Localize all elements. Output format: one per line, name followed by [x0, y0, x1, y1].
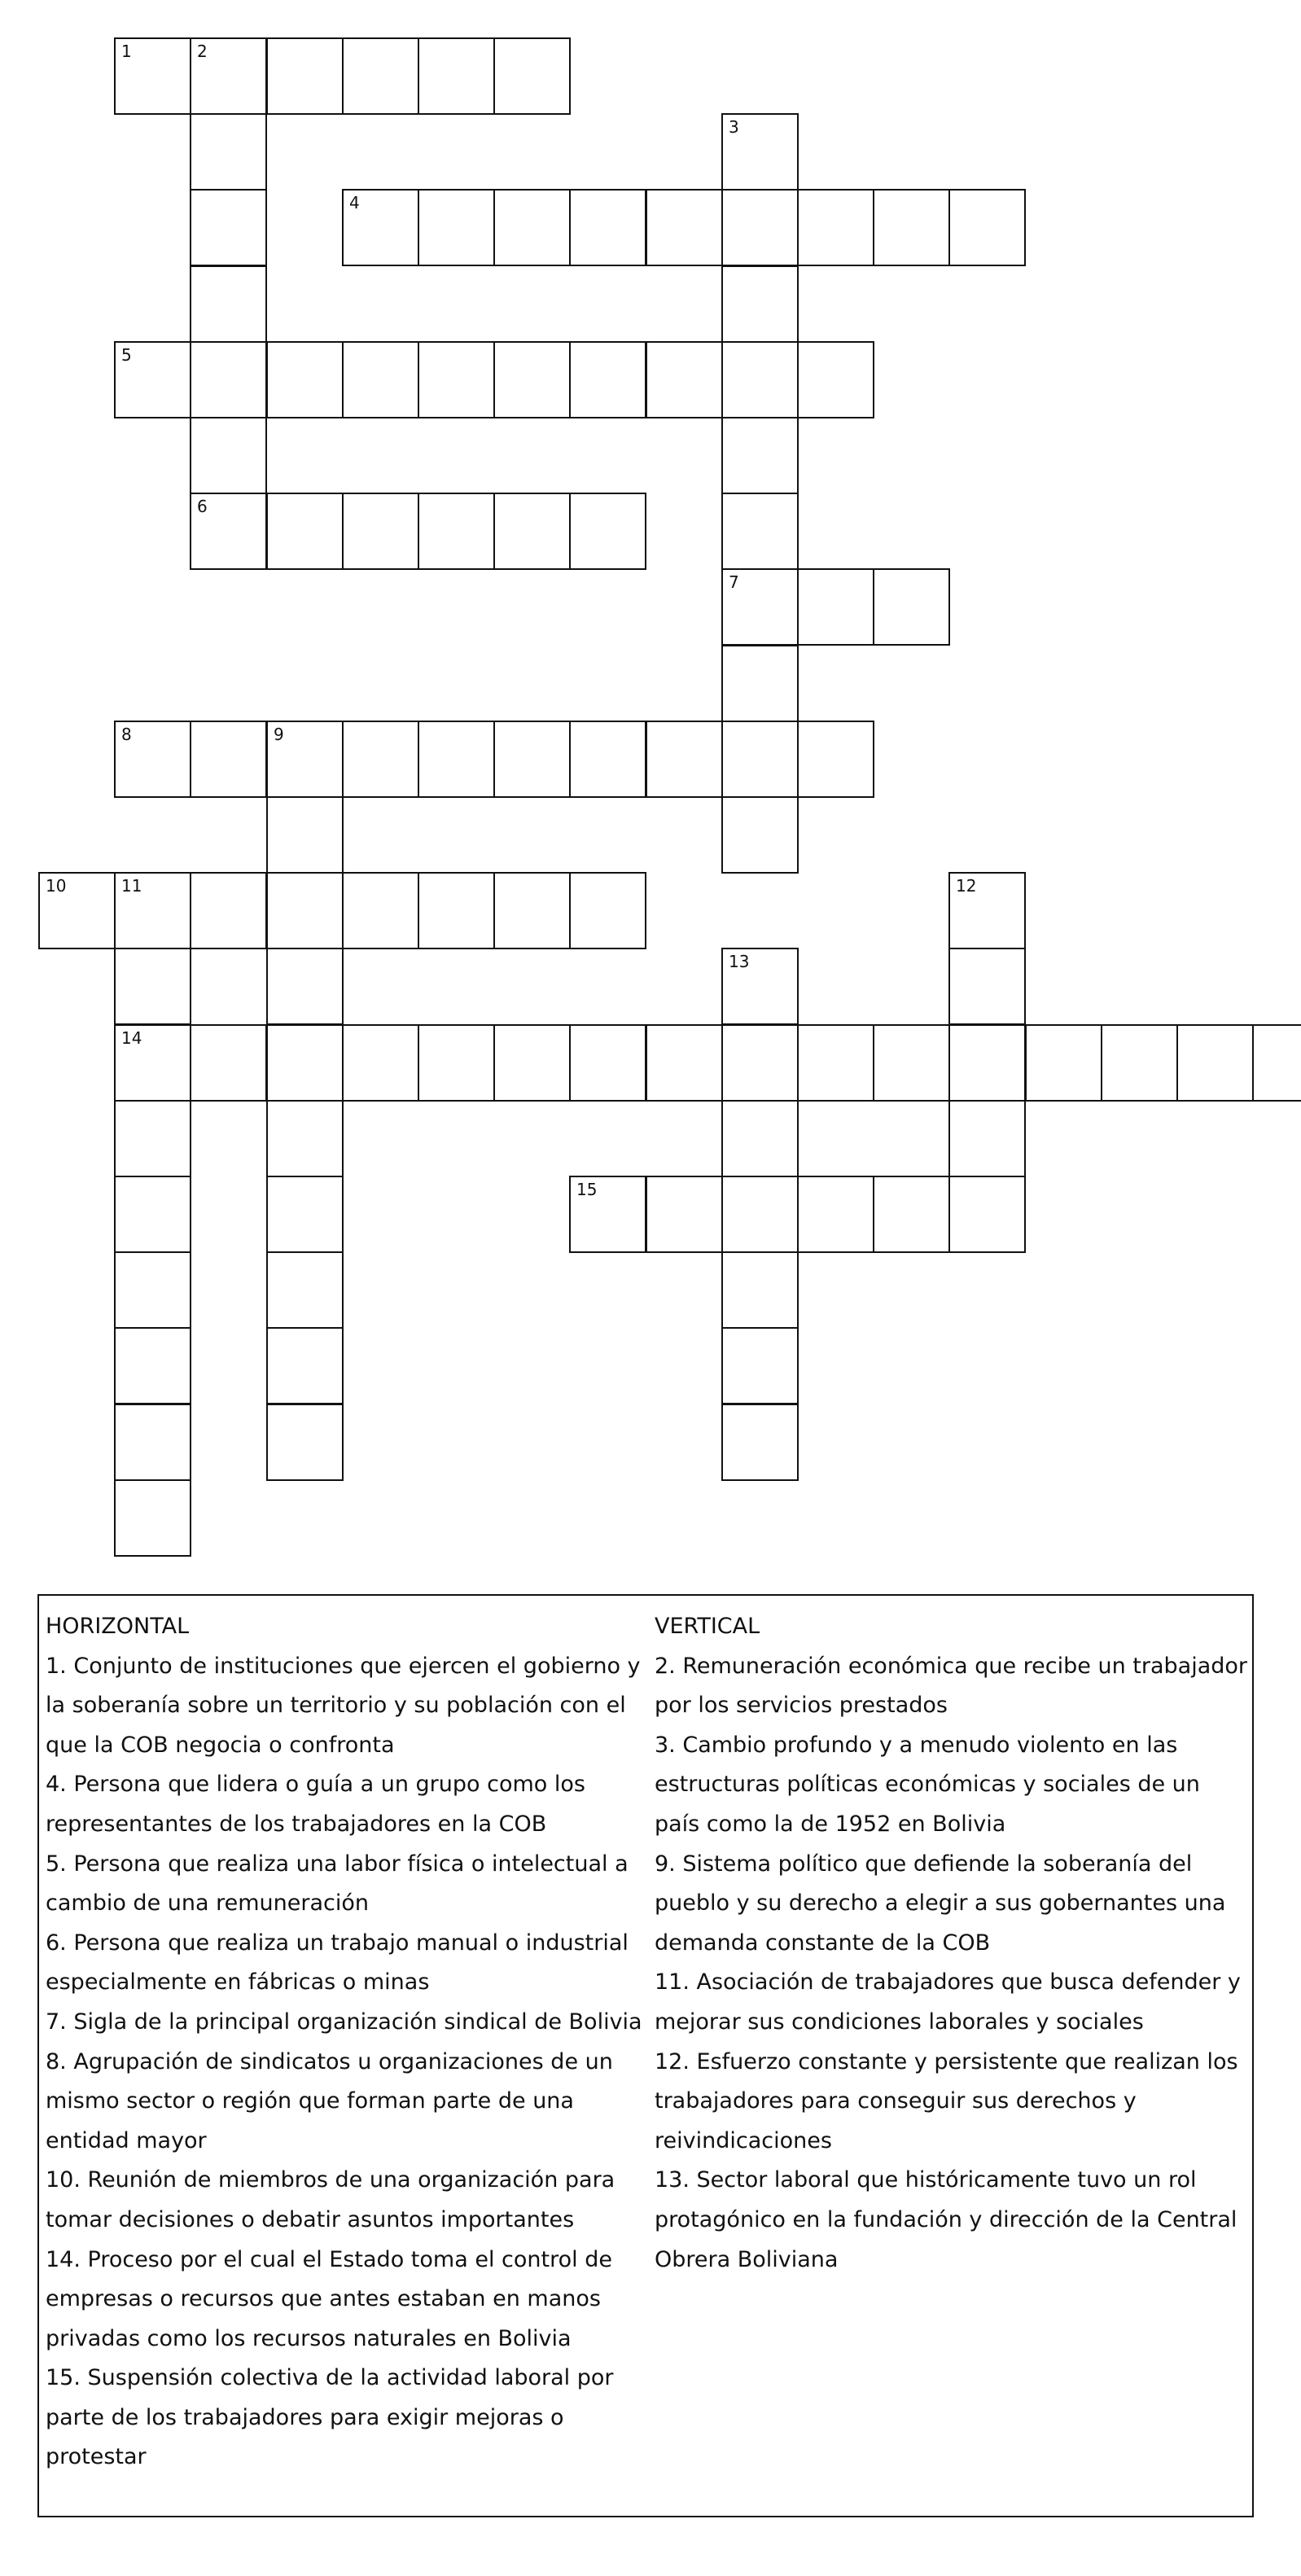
- crossword-cell[interactable]: [190, 721, 267, 798]
- crossword-cell[interactable]: [266, 1251, 344, 1329]
- crossword-cell[interactable]: [569, 189, 646, 266]
- crossword-cell[interactable]: [646, 1176, 723, 1253]
- crossword-cell[interactable]: [873, 1024, 950, 1102]
- crossword-cell[interactable]: [1025, 1024, 1102, 1102]
- crossword-cell[interactable]: [721, 721, 799, 798]
- crossword-cell[interactable]: [342, 493, 419, 570]
- horizontal-heading: HORIZONTAL: [46, 1614, 190, 1639]
- crossword-cell[interactable]: [1252, 1024, 1301, 1102]
- clue-down-11: 11. Asociación de trabajadores que busca defender y mejorar sus condiciones laborales y sociales: [655, 1969, 1241, 2035]
- crossword-cell[interactable]: [190, 1024, 267, 1102]
- clue-down-13: 13. Sector laboral que históricamente tuvo un rol protagónico en la fundación y dirección de la Central Obrera Boliviana: [655, 2167, 1237, 2272]
- crossword-cell[interactable]: [569, 721, 646, 798]
- crossword-cell[interactable]: [266, 948, 344, 1025]
- clue-number: 6: [197, 497, 208, 516]
- crossword-cell[interactable]: [114, 948, 191, 1025]
- crossword-cell[interactable]: [190, 189, 267, 266]
- crossword-cell[interactable]: [1101, 1024, 1178, 1102]
- crossword-cell-7[interactable]: [721, 568, 799, 646]
- clue-number: 8: [121, 725, 132, 744]
- crossword-cell[interactable]: [418, 189, 495, 266]
- crossword-cell[interactable]: [721, 1100, 799, 1177]
- crossword-cell[interactable]: [190, 872, 267, 949]
- crossword-cell[interactable]: [266, 872, 344, 949]
- crossword-cell-4[interactable]: [342, 189, 419, 266]
- crossword-cell[interactable]: [797, 721, 874, 798]
- clue-number: 5: [121, 345, 132, 365]
- crossword-cell-13[interactable]: [721, 948, 799, 1025]
- crossword-cell[interactable]: [797, 1024, 874, 1102]
- crossword-cell[interactable]: [266, 1327, 344, 1404]
- crossword-cell[interactable]: [114, 1176, 191, 1253]
- crossword-cell[interactable]: [114, 1327, 191, 1404]
- clue-down-9: 9. Sistema político que defiende la soberanía del pueblo y su derecho a elegir a sus gobernantes una demanda constante de la COB: [655, 1851, 1226, 1956]
- horizontal-clues: [46, 1607, 651, 2477]
- crossword-cell[interactable]: [948, 1100, 1026, 1177]
- clue-across-8: 8. Agrupación de sindicatos u organizaciones de un mismo sector o región que forman parte de una entidad mayor: [46, 2048, 613, 2153]
- crossword-cell[interactable]: [569, 872, 646, 949]
- crossword-cell[interactable]: [721, 1024, 799, 1102]
- crossword-cell[interactable]: [266, 1100, 344, 1177]
- crossword-cell[interactable]: [342, 872, 419, 949]
- clue-number: 2: [197, 42, 208, 61]
- crossword-cell[interactable]: [721, 796, 799, 874]
- crossword-cell[interactable]: [797, 1176, 874, 1253]
- crossword-cell[interactable]: [721, 1327, 799, 1404]
- crossword-cell[interactable]: [721, 265, 799, 343]
- clue-number: 7: [729, 572, 739, 592]
- crossword-cell[interactable]: [342, 37, 419, 115]
- crossword-cell[interactable]: [114, 1100, 191, 1177]
- crossword-cell[interactable]: [266, 1176, 344, 1253]
- crossword-cell[interactable]: [646, 721, 723, 798]
- vertical-clues: [655, 1607, 1249, 2280]
- clue-down-12: 12. Esfuerzo constante y persistente que realizan los trabajadores para conseguir sus derechos y reivindicaciones: [655, 2048, 1238, 2153]
- crossword-cell[interactable]: [114, 1404, 191, 1481]
- crossword-cell[interactable]: [721, 1176, 799, 1253]
- crossword-cell[interactable]: [721, 1404, 799, 1481]
- crossword-cell[interactable]: [342, 1024, 419, 1102]
- crossword-cell-15[interactable]: [569, 1176, 646, 1253]
- crossword-cell[interactable]: [418, 37, 495, 115]
- crossword-cell[interactable]: [797, 568, 874, 646]
- crossword-cell[interactable]: [721, 645, 799, 722]
- crossword-cell[interactable]: [646, 1024, 723, 1102]
- crossword-cell[interactable]: [873, 189, 950, 266]
- crossword-cell[interactable]: [948, 1024, 1026, 1102]
- crossword-cell[interactable]: [948, 948, 1026, 1025]
- clue-number: 10: [46, 876, 67, 896]
- crossword-cell[interactable]: [266, 1404, 344, 1481]
- crossword-cell[interactable]: [342, 341, 419, 418]
- crossword-cell[interactable]: [190, 341, 267, 418]
- crossword-cell[interactable]: [190, 265, 267, 343]
- crossword-cell[interactable]: [721, 189, 799, 266]
- crossword-cell[interactable]: [190, 113, 267, 191]
- crossword-cell-2[interactable]: [190, 37, 267, 115]
- clue-across-6: 6. Persona que realiza un trabajo manual o industrial especialmente en fábricas o minas: [46, 1930, 629, 1996]
- crossword-cell[interactable]: [569, 341, 646, 418]
- clue-across-15: 15. Suspensión colectiva de la actividad laboral por parte de los trabajadores para exigir mejoras o protestar: [46, 2365, 614, 2470]
- crossword-cell[interactable]: [266, 37, 344, 115]
- crossword-cell-9[interactable]: [266, 721, 344, 798]
- crossword-cell-8[interactable]: [114, 721, 191, 798]
- crossword-cell[interactable]: [493, 189, 571, 266]
- crossword-cell[interactable]: [418, 721, 495, 798]
- crossword-cell-1[interactable]: [114, 37, 191, 115]
- crossword-cell-14[interactable]: [114, 1024, 191, 1102]
- crossword-cell[interactable]: [342, 721, 419, 798]
- crossword-cell[interactable]: [266, 1024, 344, 1102]
- clue-across-5: 5. Persona que realiza una labor física o intelectual a cambio de una remuneración: [46, 1851, 629, 1917]
- crossword-cell[interactable]: [418, 1024, 495, 1102]
- crossword-cell[interactable]: [1176, 1024, 1254, 1102]
- clue-down-2: 2. Remuneración económica que recibe un trabajador por los servicios prestados: [655, 1653, 1247, 1719]
- crossword-cell[interactable]: [569, 493, 646, 570]
- clue-down-3: 3. Cambio profundo y a menudo violento en las estructuras políticas económicas y sociales de un país como la de 1952 en Bolivia: [655, 1732, 1200, 1837]
- crossword-cell[interactable]: [721, 493, 799, 570]
- clue-number: 13: [729, 952, 750, 971]
- crossword-cell[interactable]: [797, 189, 874, 266]
- crossword-cell[interactable]: [418, 493, 495, 570]
- crossword-cell[interactable]: [873, 1176, 950, 1253]
- crossword-cell[interactable]: [948, 1176, 1026, 1253]
- crossword-cell[interactable]: [493, 872, 571, 949]
- crossword-cell[interactable]: [646, 189, 723, 266]
- crossword-cell[interactable]: [873, 568, 950, 646]
- crossword-cell[interactable]: [493, 1024, 571, 1102]
- crossword-cell[interactable]: [721, 1251, 799, 1329]
- crossword-cell-10[interactable]: [38, 872, 116, 949]
- clue-across-1: 1. Conjunto de instituciones que ejercen el gobierno y la soberanía sobre un territorio y su población con el que la COB negocia o confronta: [46, 1653, 641, 1758]
- crossword-cell-3[interactable]: [721, 113, 799, 191]
- crossword-cell[interactable]: [114, 1251, 191, 1329]
- clue-across-4: 4. Persona que lidera o guía a un grupo como los representantes de los trabajadores en la COB: [46, 1772, 585, 1837]
- clue-across-10: 10. Reunión de miembros de una organización para tomar decisiones o debatir asuntos importantes: [46, 2167, 615, 2232]
- clue-number: 14: [121, 1028, 142, 1048]
- crossword-cell[interactable]: [569, 1024, 646, 1102]
- crossword-cell[interactable]: [418, 341, 495, 418]
- crossword-cell[interactable]: [114, 1479, 191, 1557]
- crossword-cell[interactable]: [721, 417, 799, 494]
- clue-number: 1: [121, 42, 132, 61]
- crossword-cell[interactable]: [493, 37, 571, 115]
- clue-across-14: 14. Proceso por el cual el Estado toma el control de empresas o recursos que antes estaban en manos privadas como los recursos naturales en Bolivia: [46, 2246, 612, 2351]
- clue-across-7: 7. Sigla de la principal organización sindical de Bolivia: [46, 2009, 642, 2035]
- clue-number: 11: [121, 876, 142, 896]
- crossword-cell-11[interactable]: [114, 872, 191, 949]
- crossword-cell[interactable]: [721, 341, 799, 418]
- crossword-cell[interactable]: [797, 341, 874, 418]
- clue-number: 9: [274, 725, 284, 744]
- clue-number: 15: [576, 1180, 598, 1199]
- crossword-cell[interactable]: [266, 796, 344, 874]
- crossword-cell[interactable]: [493, 721, 571, 798]
- crossword-cell-12[interactable]: [948, 872, 1026, 949]
- crossword-cell[interactable]: [418, 872, 495, 949]
- vertical-heading: VERTICAL: [655, 1614, 760, 1639]
- crossword-cell[interactable]: [266, 493, 344, 570]
- crossword-cell[interactable]: [190, 417, 267, 494]
- crossword-cell-6[interactable]: [190, 493, 267, 570]
- crossword-cell[interactable]: [493, 341, 571, 418]
- clue-number: 12: [956, 876, 977, 896]
- clue-number: 4: [349, 193, 360, 212]
- clue-number: 3: [729, 117, 739, 137]
- crossword-cell[interactable]: [646, 341, 723, 418]
- clues-box: [37, 1594, 1254, 2517]
- crossword-cell-5[interactable]: [114, 341, 191, 418]
- crossword-cell[interactable]: [266, 341, 344, 418]
- crossword-cell[interactable]: [493, 493, 571, 570]
- crossword-cell[interactable]: [948, 189, 1026, 266]
